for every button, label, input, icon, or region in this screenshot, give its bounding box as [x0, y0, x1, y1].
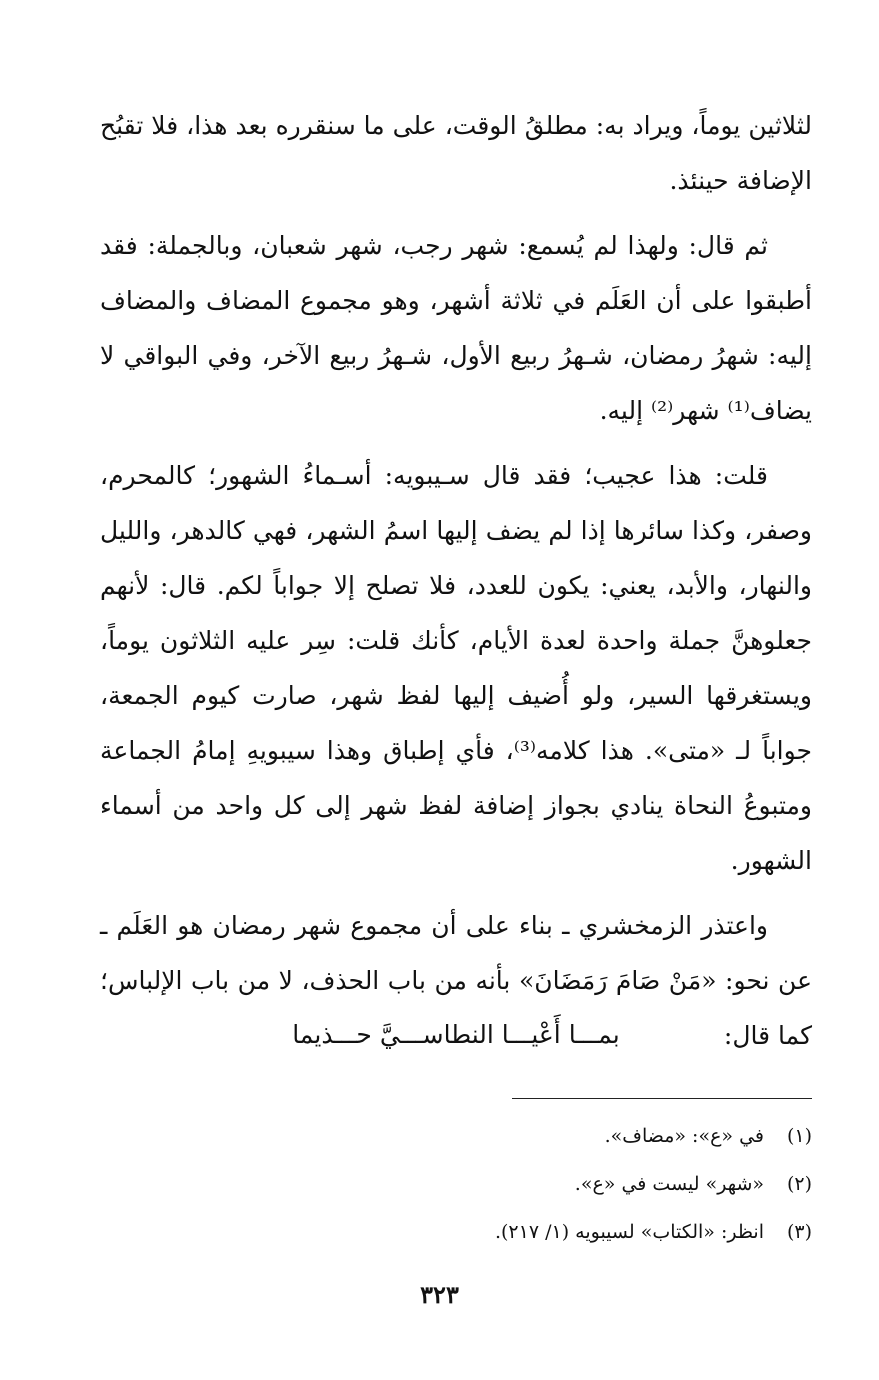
poetry-verse: بمـــا أَعْيـــا النطاســـيَّ حـــذيما [292, 1020, 620, 1049]
footnotes [100, 1112, 812, 1256]
footnote-text: «شهر» ليست في «ع». [574, 1173, 764, 1195]
footnote-1 [100, 1112, 812, 1160]
paragraph-2: ثم قال: ولهذا لم يُسمع: شهر رجب، شهر شعبان، وبالجملة: فقد أطبقوا على أن العَلَم في ثلاثة أشهر، وهو مجموع المضاف والمضاف إليه: شهرُ رمضان، شـهرُ ربيع الأول، شـهرُ ربيع الآخر، وفي البواقي لا يضاف⁽¹⁾ شهر⁽²⁾ إليه. [100, 231, 812, 425]
footnote-number: (١) [786, 1125, 812, 1147]
footnote-3 [100, 1208, 812, 1256]
footnote-separator [512, 1098, 812, 1099]
main-text [100, 98, 812, 1063]
footnote-2 [100, 1160, 812, 1208]
footnote-text: في «ع»: «مضاف». [604, 1125, 764, 1147]
footnote-text: انظر: «الكتاب» لسيبويه (١/ ٢١٧). [494, 1221, 764, 1243]
paragraph-1: لثلاثين يوماً، ويراد به: مطلقُ الوقت، على ما سنقرره بعد هذا، فلا تقبُح الإضافة حينئذ. [100, 111, 812, 195]
paragraph-4: واعتذر الزمخشري ـ بناء على أن مجموع شهر رمضان هو العَلَم ـ عن نحو: «مَنْ صَامَ رَمَضَانَ» بأنه من باب الحذف، لا من باب الإلباس؛ كما قال: [100, 911, 812, 1050]
paragraph-3: قلت: هذا عجيب؛ فقد قال سـيبويه: أسـماءُ الشهور؛ كالمحرم، وصفر، وكذا سائرها إذا لم يضف إليها اسمُ الشهر، فهي كالدهر، والليل والنهار، والأبد، يعني: يكون للعدد، فلا تصلح إلا جواباً لكم. قال: لأنهم جعلوهنَّ جملة واحدة لعدة الأيام، كأنك قلت: سِر عليه الثلاثون يوماً، ويستغرقها السير، ولو أُضيف إليها لفظ شهر، صارت كيوم الجمعة، جواباً لـ «متى». هذا كلامه⁽³⁾، فأي إطباق وهذا سيبويهِ إمامُ الجماعة ومتبوعُ النحاة ينادي بجواز إضافة لفظ شهر إلى كل واحد من أسماء الشهور. [100, 461, 812, 875]
page-number: ٣٢٣ [420, 1280, 459, 1309]
footnote-number: (٣) [786, 1221, 812, 1243]
footnote-number: (٢) [786, 1173, 812, 1195]
